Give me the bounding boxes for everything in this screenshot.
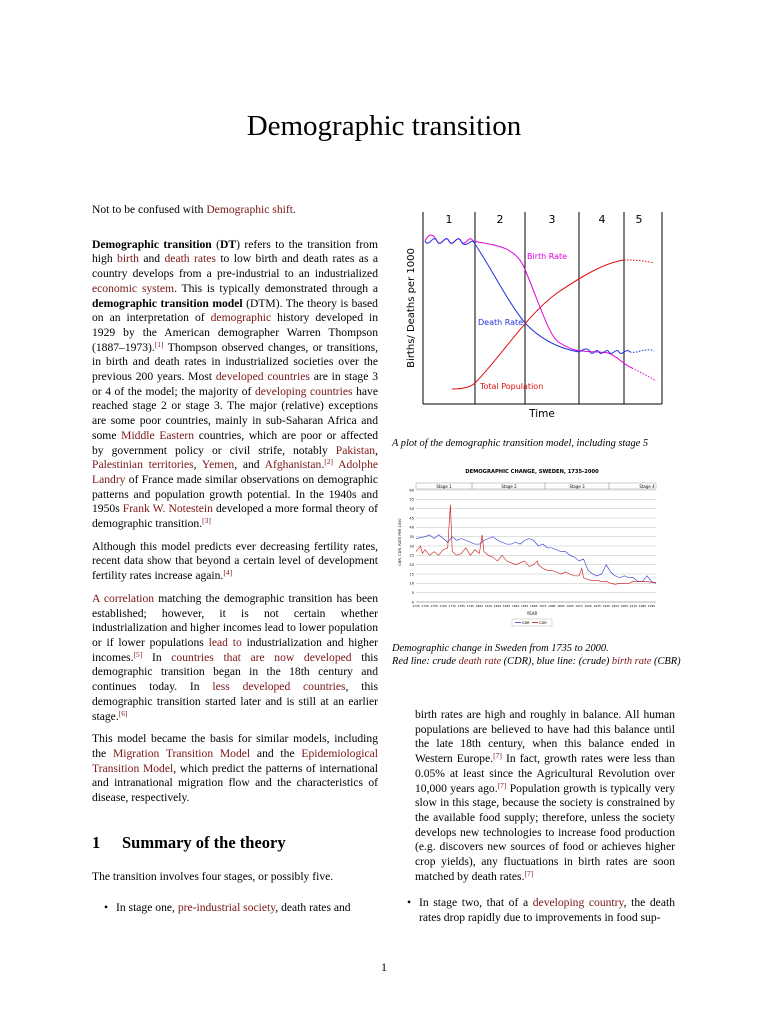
y-tick-label: 45 xyxy=(409,516,414,521)
chart-legend xyxy=(512,619,552,626)
citation-4[interactable]: [4] xyxy=(223,568,233,578)
x-tick-label: 1925 xyxy=(584,604,592,608)
sweden-chart xyxy=(392,462,668,632)
y-tick-label: 50 xyxy=(409,506,414,511)
population-curve-dotted xyxy=(624,260,654,263)
term-bold: Demographic transition xyxy=(92,237,212,251)
text: industrialization and higher incomes. xyxy=(92,635,378,664)
text: Although this model predicts ever decreasing fertility rates, recent data show that beyond a certain level of development fertility rates increase again. xyxy=(92,539,378,583)
caption-text: (CDR), blue line: (crude) xyxy=(501,656,612,668)
text: and xyxy=(138,252,165,266)
x-tick-label: 1885 xyxy=(548,604,556,608)
link-migration-transition-model[interactable]: Migration Transition Model xyxy=(112,746,251,760)
x-tick-label: 1955 xyxy=(611,604,619,608)
citation-5[interactable]: [5] xyxy=(133,649,143,659)
stage-one-continued xyxy=(415,708,675,884)
x-tick-label: 1735 xyxy=(412,604,420,608)
bullet-stage-one xyxy=(102,901,378,916)
x-tick-label: 1805 xyxy=(475,604,484,608)
citation-7[interactable]: [7] xyxy=(524,868,534,878)
x-tick-labels xyxy=(412,604,655,608)
death-rate-label: Death Rate xyxy=(478,318,524,327)
x-tick-label: 1995 xyxy=(647,604,656,608)
abbr-bold: DT xyxy=(220,237,237,251)
link-epidemiological-transition-model[interactable]: Epidemiological Transition Model xyxy=(92,746,378,775)
text: developed a more formal theory of demographic transition. xyxy=(92,502,378,531)
link-pre-industrial-society[interactable]: pre-industrial society xyxy=(177,901,276,915)
caption-text: Red line: crude xyxy=(392,656,459,668)
death-rate-curve-dotted xyxy=(630,350,654,353)
stage-label-2: 2 xyxy=(496,213,504,226)
models-paragraph xyxy=(92,732,378,806)
legend-cdr: CDR xyxy=(539,621,547,625)
x-tick-label: 1775 xyxy=(448,604,456,608)
stage-band-label: Stage 1 xyxy=(436,484,452,489)
stage-bands xyxy=(436,484,655,489)
dtm-figure xyxy=(392,205,682,427)
x-tick-label: 1985 xyxy=(638,604,647,608)
link-developed-countries[interactable]: developed countries xyxy=(215,370,310,384)
x-tick-label: 1785 xyxy=(457,604,465,608)
stage-band-label: Stage 4 xyxy=(639,484,655,489)
x-tick-label: 1905 xyxy=(566,604,574,608)
text: are in stage 3 or 4 of the model; the majority of xyxy=(92,370,378,398)
citation-2[interactable]: [2] xyxy=(324,457,333,467)
text: Population growth is typically very slow in this stage, because the society is constrained by the available food supply; therefore, unless the society develops new technologies to increase food production (e.g. discovers new sources of food or achieves higher crop yields), any fluctuations in birth rates are soon matched by death rates. xyxy=(415,781,676,883)
text: this demographic transition began in the 18th century and continues today. In xyxy=(92,650,378,694)
link-developing-country[interactable]: developing country xyxy=(532,896,624,910)
legend-cbr: CBR xyxy=(522,621,530,625)
x-tick-label: 1815 xyxy=(484,604,493,608)
citation-7[interactable]: [7] xyxy=(497,780,507,790)
link-lead-to[interactable]: lead to xyxy=(208,635,242,649)
citation-3[interactable]: [3] xyxy=(202,516,211,526)
y-axis-label: CBR, CDR, RATE PER 1000 xyxy=(398,518,402,566)
x-tick-label: 1845 xyxy=(511,604,520,608)
x-tick-label: 1895 xyxy=(557,604,565,608)
link-death-rate[interactable]: death rate xyxy=(458,656,502,668)
hatnote xyxy=(92,203,378,218)
y-tick-label: 25 xyxy=(409,553,414,558)
link-frank-notestein[interactable]: Frank W. Notestein xyxy=(122,502,213,516)
x-tick-label: 1975 xyxy=(629,604,638,608)
stage-label-4: 4 xyxy=(598,213,606,226)
text: , this demographic transition started later and is still at an earlier stage. xyxy=(92,680,378,723)
text: , death rates and xyxy=(275,901,351,915)
link-death-rates[interactable]: death rates xyxy=(164,252,216,266)
correlation-paragraph xyxy=(92,592,378,724)
y-tick-label: 5 xyxy=(411,590,414,595)
link-pakistan[interactable]: Pakistan xyxy=(335,443,376,457)
x-tick-label: 1755 xyxy=(430,604,438,608)
intro-paragraph xyxy=(92,238,378,532)
page-number: 1 xyxy=(381,960,387,974)
text: history developed in 1929 by the American demographer Warren Thompson (1887–1973). xyxy=(92,311,378,354)
link-correlation[interactable]: A correlation xyxy=(92,591,155,605)
chart-title: DEMOGRAPHIC CHANGE, SWEDEN, 1735-2000 xyxy=(465,469,599,475)
population-label: Total Population xyxy=(480,382,544,391)
birth-rate-curve-dotted xyxy=(632,368,656,381)
text: In stage two, that of a xyxy=(419,896,533,910)
section-heading xyxy=(92,832,378,852)
citation-1[interactable]: [1] xyxy=(154,339,164,349)
link-adolphe-landry[interactable]: Adolphe Landry xyxy=(92,458,379,486)
link-yemen[interactable]: Yemen xyxy=(201,458,235,472)
section-number: 1 xyxy=(92,832,101,852)
text: , and xyxy=(234,458,265,472)
bullet-stage-two xyxy=(405,896,675,925)
cdr-series-line xyxy=(416,505,656,584)
x-tick-label: 1935 xyxy=(593,604,601,608)
link-birth-rate[interactable]: birth rate xyxy=(611,656,652,668)
text: . This is typically demonstrated through a xyxy=(174,281,379,295)
fertility-paragraph xyxy=(92,540,378,584)
x-tick-label: 1865 xyxy=(530,604,538,608)
stage-band-box xyxy=(416,483,656,489)
x-tick-label: 1875 xyxy=(539,604,547,608)
y-tick-label: 15 xyxy=(409,572,414,577)
stage-label-3: 3 xyxy=(548,213,556,226)
citation-6[interactable]: [6] xyxy=(118,708,128,718)
link-developing-countries[interactable]: developing countries xyxy=(254,384,353,398)
text: , xyxy=(375,443,378,457)
text: countries, which are poor or affected by government policy or civil strife, notably xyxy=(92,428,379,457)
x-axis-label: Time xyxy=(529,408,555,420)
text: . xyxy=(321,458,325,472)
x-tick-label: 1965 xyxy=(620,604,628,608)
x-tick-label: 1945 xyxy=(602,604,610,608)
y-tick-label: 30 xyxy=(409,544,414,549)
text: In fact, growth rates were less than 0.05% at least since the Agricultural Revolution over 10,000 years ago. xyxy=(415,752,675,795)
y-tick-label: 60 xyxy=(409,488,414,493)
x-tick-label: 1915 xyxy=(575,604,583,608)
text: Thompson observed changes, or transitions, in birth and death rates in industrialized societies over the previous 200 years. Most xyxy=(92,340,378,384)
stage-band-label: Stage 3 xyxy=(569,484,585,489)
hatnote-text: Not to be confused with xyxy=(92,203,207,216)
text: matching the demographic transition has been established; however, it is not certain whether industrialization and higher incomes lead to lower population or if lower populations xyxy=(92,591,378,649)
link-birth[interactable]: birth xyxy=(117,252,139,266)
text: of France made similar observations on demographic patterns and population growth potential. In the 1940s and 1950s xyxy=(92,472,378,516)
x-tick-label: 1745 xyxy=(421,604,429,608)
dtm-bold: demographic transition model xyxy=(92,296,243,310)
link-palestinian-territories[interactable]: Palestinian territories xyxy=(92,458,194,472)
y-tick-label: 35 xyxy=(409,534,414,539)
text: have reached stage 2 or stage 3. The major (relative) exceptions are some poor countries, mainly in sub-Saharan Africa and some xyxy=(92,384,378,442)
caption-line-1: Demographic change in Sweden from 1735 to 2000. xyxy=(392,643,609,654)
x-tick-label: 1765 xyxy=(439,604,447,608)
y-axis-label: Births/ Deaths per 1000 xyxy=(406,248,417,368)
link-demographic[interactable]: demographic xyxy=(210,311,272,325)
figure-1-caption: A plot of the demographic transition model, including stage 5 xyxy=(392,438,649,449)
stage-label-1: 1 xyxy=(445,213,453,226)
hatnote-end: . xyxy=(292,203,296,216)
right-column xyxy=(415,708,675,926)
x-tick-label: 1855 xyxy=(520,604,529,608)
stages-intro: The transition involves four stages, or possibly five. xyxy=(92,870,334,884)
text: , which predict the patterns of international and intranational migration flow and the characteristics of disease, respectively. xyxy=(92,761,378,805)
page-title: Demographic transition xyxy=(246,110,522,142)
link-economic-system[interactable]: economic system xyxy=(92,281,175,295)
figure-2-caption xyxy=(392,642,682,668)
link-demographic-shift[interactable]: Demographic shift xyxy=(206,203,293,216)
link-less-developed-countries[interactable]: less developed countries xyxy=(212,680,346,694)
text: and the xyxy=(250,746,302,760)
left-column xyxy=(92,203,378,924)
text: ( xyxy=(211,237,221,251)
text: , the death rates drop rapidly due to improvements in food sup- xyxy=(419,896,675,925)
x-tick-label: 1825 xyxy=(493,604,502,608)
caption-text: (CBR) xyxy=(651,656,681,668)
x-axis-label: YEAR xyxy=(526,611,538,616)
text: In xyxy=(142,650,172,664)
text: , xyxy=(193,458,202,472)
section-title: Summary of the theory xyxy=(122,832,286,852)
link-middle-eastern[interactable]: Middle Eastern xyxy=(121,428,195,442)
text: ) refers to the transition from high xyxy=(92,237,378,266)
y-tick-labels xyxy=(409,488,414,604)
y-tick-label: 20 xyxy=(409,562,414,567)
birth-rate-label: Birth Rate xyxy=(527,252,568,261)
text: to low birth and death rates as a country develops from a pre-industrial to an industrialized xyxy=(92,252,379,281)
link-afghanistan[interactable]: Afghanistan xyxy=(264,458,322,472)
x-tick-label: 1835 xyxy=(502,604,511,608)
y-tick-label: 40 xyxy=(409,525,414,530)
link-countries-now-developed[interactable]: countries that are now developed xyxy=(171,650,352,664)
x-tick-label: 1795 xyxy=(466,604,475,608)
y-tick-label: 55 xyxy=(409,497,414,502)
text: In stage one, xyxy=(116,901,178,915)
citation-7[interactable]: [7] xyxy=(493,751,502,761)
text: birth rates are high and roughly in balance. All human populations are believed to have had this balance until the late 18th century, when this balance ended in Western Europe. xyxy=(415,708,675,766)
text: This model became the basis for similar models, including the xyxy=(92,732,378,760)
y-tick-label: 10 xyxy=(409,581,414,586)
y-tick-label: 0 xyxy=(411,600,414,605)
stage-band-label: Stage 2 xyxy=(501,484,517,489)
stage-label-5: 5 xyxy=(635,213,643,226)
text: (DTM). The theory is based on an interpretation of xyxy=(92,296,378,325)
